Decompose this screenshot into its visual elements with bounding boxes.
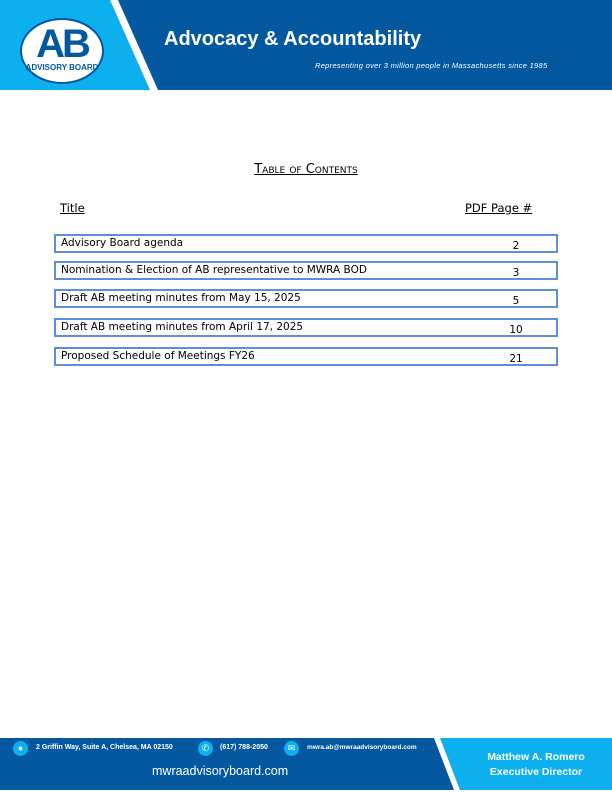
header-tagline: Representing over 3 million people in Massachusetts since 1985 [315, 61, 548, 70]
col-page: PDF Page # [465, 201, 533, 215]
toc-row[interactable] [54, 261, 558, 280]
toc-row-page: 21 [509, 353, 523, 365]
logo-letters: AB [36, 22, 88, 66]
advisory-board-logo [20, 18, 104, 84]
toc-row-page: 10 [509, 324, 523, 336]
toc-row-title: Advisory Board agenda [61, 237, 184, 249]
toc-row-title: Draft AB meeting minutes from April 17, 2025 [61, 321, 304, 333]
footer-phone: (617) 788-2050 [220, 744, 268, 751]
footer-address: 2 Griffin Way, Suite A, Chelsea, MA 02150 [36, 744, 173, 751]
toc-row-page: 5 [512, 295, 520, 307]
toc-row[interactable] [54, 234, 558, 253]
location-pin-icon: ● [13, 741, 28, 756]
director-role: Executive Director [489, 766, 583, 778]
footer-website[interactable]: mwraadvisoryboard.com [152, 764, 289, 778]
toc-row[interactable] [54, 347, 558, 366]
toc-row-page: 3 [512, 267, 520, 279]
footer-email[interactable]: mwra.ab@mwraadvisoryboard.com [307, 744, 417, 751]
toc-row-title: Nomination & Election of AB representative to MWRA BOD [61, 264, 367, 276]
toc-row[interactable] [54, 289, 558, 308]
director-name: Matthew A. Romero [487, 751, 585, 763]
email-icon: ✉ [284, 741, 299, 756]
toc-row[interactable] [54, 318, 558, 337]
col-title: Title [60, 201, 85, 215]
toc-row-title: Proposed Schedule of Meetings FY26 [61, 350, 255, 362]
toc-row-page: 2 [512, 240, 520, 252]
header-title: Advocacy & Accountability [164, 28, 422, 50]
toc-row-title: Draft AB meeting minutes from May 15, 2025 [61, 292, 301, 304]
logo-subtext: ADVISORY BOARD [25, 63, 99, 72]
toc-heading: Table of Contents [254, 162, 358, 177]
phone-icon: ✆ [198, 741, 213, 756]
